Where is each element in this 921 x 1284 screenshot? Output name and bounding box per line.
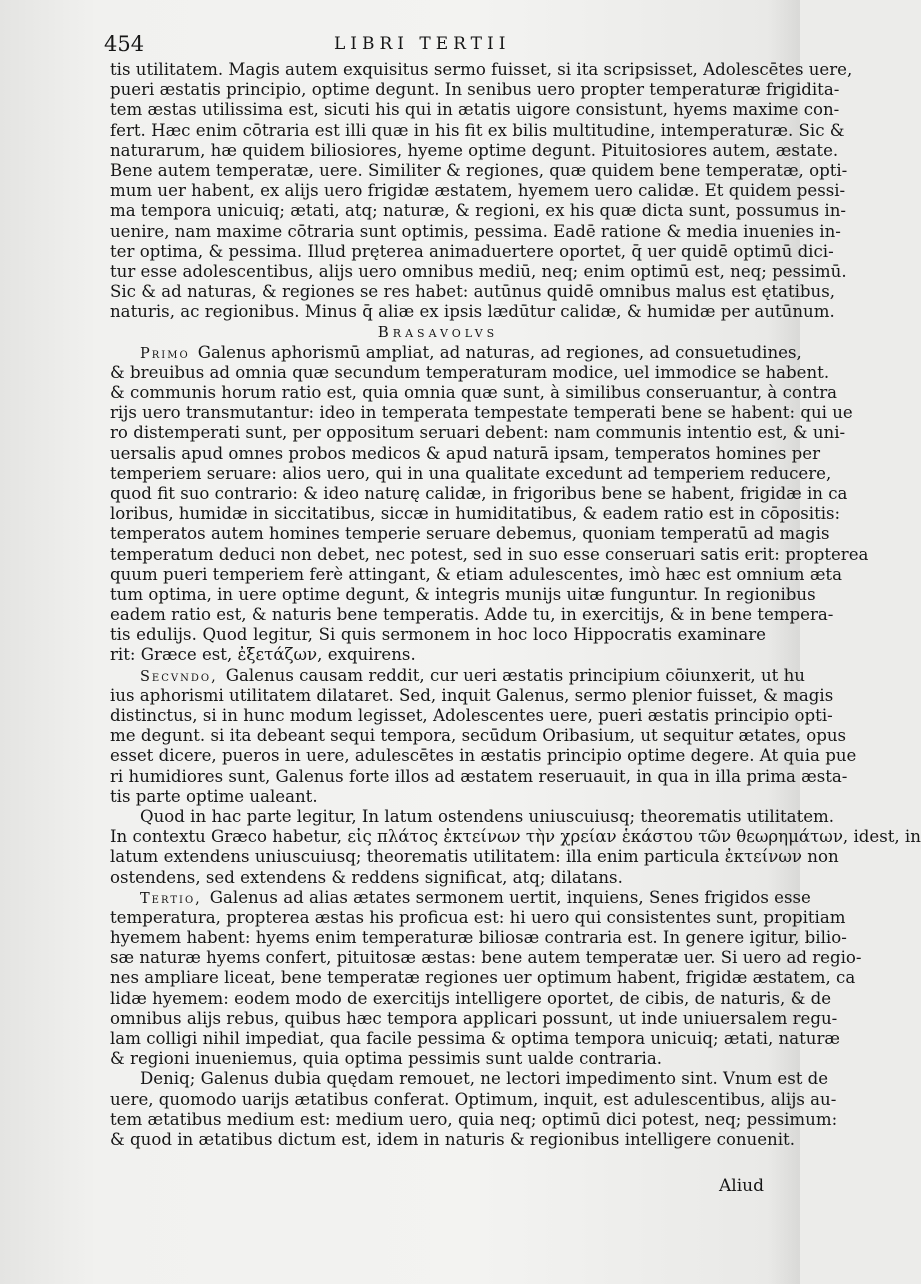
line-text: me degunt. si ita debeant sequi tempora, secūdum Oribasium, ut sequitur ætates, opus bbox=[110, 726, 847, 746]
section-heading bbox=[110, 322, 766, 342]
line-text: uersalis apud omnes probos medicos & apud naturā ipsam, temperatos homines per bbox=[110, 443, 821, 463]
line-text: quum pueri temperiem ferè attingant, & etiam adulescentes, imò hæc est omnium æta bbox=[110, 564, 842, 584]
text-line bbox=[110, 564, 842, 585]
text-line bbox=[110, 766, 848, 787]
line-text: temperatos autem homines temperie seruare debemus, quoniam temperatū ad magis bbox=[110, 524, 830, 544]
line-text: pueri æstatis principio, optime degunt. In senibus uero propter temperaturæ frigidita- bbox=[110, 80, 840, 100]
line-text: naturarum, hæ quidem biliosiores, hyeme optime degunt. Pituitosiores autem, æstate. bbox=[110, 140, 839, 160]
text-line bbox=[110, 463, 832, 484]
line-text: hyemem habent: hyems enim temperaturæ biliosæ contraria est. In genere igitur, bilio- bbox=[110, 928, 847, 948]
text-line bbox=[110, 887, 811, 908]
line-text: temperatura, propterea æstas his proficua est: hi uero qui consistentes sunt, propitiam bbox=[110, 907, 846, 927]
line-text: nes ampliare liceat, bene temperatæ regiones uer optimum habent, frigidæ æstatem, ca bbox=[110, 968, 856, 988]
text-line bbox=[110, 948, 862, 968]
line-text: & quod in ætatibus dictum est, idem in naturis & regionibus intelligere conuenit. bbox=[110, 1129, 795, 1149]
line-text: lam colligi nihil impediat, qua facile pessima & optima tempora unicuiq; ætati, naturæ bbox=[110, 1029, 840, 1048]
line-text: uenire, nam maxime cōtraria sunt optimis, pessima. Eadē ratione & media inuenies in- bbox=[110, 221, 841, 241]
line-text: temperiem seruare: alios uero, qui in una qualitate excedunt ad temperiem reducere, bbox=[110, 463, 832, 483]
paragraph bbox=[110, 1069, 838, 1150]
text-line bbox=[110, 342, 802, 363]
text-line bbox=[110, 868, 766, 888]
line-text: & breuibus ad omnia quæ secundum temperaturam modice, uel immodice se habent. bbox=[110, 362, 830, 382]
text-line bbox=[110, 443, 821, 464]
text-line bbox=[110, 261, 847, 282]
line-text: esset dicere, pueros in uere, adulescētes in æstatis principio optime degere. At quia pue bbox=[110, 746, 857, 766]
line-text: sæ naturæ hyems confert, pituitosæ æstas: bene autem temperatæ uer. Si uero ad regio- bbox=[110, 948, 862, 968]
text-line bbox=[110, 221, 841, 242]
line-text: & communis horum ratio est, quia omnia quæ sunt, à similibus conseruantur, à contra bbox=[110, 383, 838, 402]
line-text: ius aphorismi utilitatem dilataret. Sed, inquit Galenus, sermo plenior fuisset, & magis bbox=[110, 685, 834, 705]
line-text: ri humidiores sunt, Galenus forte illos ad æstatem reseruauit, in qua in illa prima æsta- bbox=[110, 766, 848, 786]
paragraph bbox=[110, 665, 857, 807]
paragraph bbox=[110, 887, 862, 1070]
text-line bbox=[110, 60, 853, 80]
line-text: rit: Græce est, ἐξετάζων, exquirens. bbox=[110, 645, 416, 665]
text-line bbox=[110, 1069, 829, 1089]
section-lead-word: Primo bbox=[140, 345, 190, 362]
text-line bbox=[110, 968, 856, 988]
paragraph bbox=[110, 806, 921, 888]
text-line bbox=[110, 241, 834, 262]
section-lead-word: Tertio, bbox=[140, 890, 202, 907]
line-text: Sic & ad naturas, & regiones se res habet: autūnus quidē omnibus malus est ętatibus, bbox=[110, 282, 836, 302]
line-text: loribus, humidæ in siccitatibus, siccæ in humiditatibus, & eadem ratio est in cōpositis: bbox=[110, 504, 841, 524]
text-line bbox=[110, 988, 832, 1009]
text-line bbox=[110, 1089, 837, 1110]
line-text: Galenus aphorismū ampliat, ad naturas, ad regiones, ad consuetudines, bbox=[197, 342, 802, 362]
text-line bbox=[110, 726, 847, 746]
text-line bbox=[110, 1129, 795, 1150]
section-heading-text: Brasavolvs bbox=[377, 323, 499, 342]
text-line bbox=[110, 685, 834, 706]
text-line bbox=[110, 645, 766, 665]
catchword: Aliud bbox=[719, 1176, 764, 1196]
line-text: tem æstas utilissima est, sicuti his qui in ætatis uigore consistunt, hyems maxime con- bbox=[110, 100, 840, 120]
line-text: mum uer habent, ex alijs uero frigidæ æstatem, hyemem uero calidæ. Et quidem pessi- bbox=[110, 181, 846, 201]
text-line bbox=[110, 120, 845, 141]
text-line bbox=[110, 524, 830, 544]
line-text: lidæ hyemem: eodem modo de exercitijs intelligere oportet, de cibis, de naturis, & de bbox=[110, 988, 832, 1008]
line-text: distinctus, si in hunc modum legisset, Adolescentes uere, pueri æstatis principio opti- bbox=[110, 706, 833, 725]
line-text: temperatum deduci non debet, nec potest, sed in suo esse conseruari satis erit: propterea bbox=[110, 544, 869, 564]
text-line bbox=[110, 806, 835, 827]
line-text: Galenus causam reddit, cur ueri æstatis principium cōiunxerit, ut hu bbox=[225, 665, 805, 685]
section-lead-word: Secvndo, bbox=[140, 668, 218, 685]
line-text: Bene autem temperatæ, uere. Similiter & regiones, quæ quidem bene temperatæ, opti- bbox=[110, 160, 848, 180]
line-text: naturis, ac regionibus. Minus q̄ aliæ ex ipsis lædūtur calidæ, & humidæ per autūnum. bbox=[110, 302, 835, 322]
paragraph bbox=[110, 60, 853, 322]
text-line bbox=[110, 160, 848, 181]
text-line bbox=[110, 403, 853, 423]
line-text: In contextu Græco habetur, εἰς πλάτος ἐκτείνων τὴν χρείαν ἑκάστου τῶν θεωρημάτων, idest, in bbox=[110, 827, 921, 847]
text-line bbox=[110, 302, 835, 322]
text-line bbox=[110, 847, 839, 867]
text-line bbox=[110, 423, 846, 443]
text-line bbox=[110, 1008, 838, 1029]
text-line bbox=[110, 504, 841, 524]
paragraph bbox=[110, 342, 869, 666]
line-text: tem ætatibus medium est: medium uero, quia neq; optimū dici potest, neq; pessimum: bbox=[110, 1109, 838, 1129]
text-line bbox=[110, 544, 869, 565]
line-text: & regioni inueniemus, quia optima pessimis sunt ualde contraria. bbox=[110, 1049, 662, 1069]
line-text: Deniq; Galenus dubia quędam remouet, ne lectori impedimento sint. Vnum est de bbox=[140, 1069, 829, 1089]
text-line bbox=[110, 80, 840, 100]
text-line bbox=[110, 746, 857, 766]
line-text: ter optima, & pessima. Illud pręterea animaduertere oportet, q̄ uer quidē optimū dici- bbox=[110, 241, 834, 261]
text-line bbox=[110, 706, 833, 726]
text-line bbox=[110, 181, 846, 201]
line-text: latum extendens uniuscuiusq; theorematis utilitatem: illa enim particula ἐκτείνων non bbox=[110, 847, 839, 867]
line-text: eadem ratio est, & naturis bene temperatis. Adde tu, in exercitijs, & in bene tempera- bbox=[110, 605, 834, 625]
page-header bbox=[104, 30, 764, 60]
page-number: 454 bbox=[104, 32, 145, 56]
line-text: ma tempora unicuiq; ætati, atq; naturæ, & regioni, ex his quæ dicta sunt, possumus in- bbox=[110, 201, 847, 221]
text-line bbox=[110, 1029, 840, 1049]
line-text: rijs uero transmutantur: ideo in temperata tempestate temperati bene se habent: qui ue bbox=[110, 403, 853, 423]
text-line bbox=[110, 140, 839, 161]
text-line bbox=[110, 1109, 838, 1130]
line-text: fert. Hæc enim cōtraria est illi quæ in his fit ex bilis multitudine, intemperaturæ. Sic & bbox=[110, 120, 845, 140]
line-text: tum optima, in uere optime degunt, & integris munijs uitæ funguntur. In regionibus bbox=[110, 584, 816, 604]
line-text: omnibus alijs rebus, quibus hæc tempora applicari possunt, ut inde uniuersalem regu- bbox=[110, 1008, 838, 1028]
text-line bbox=[110, 928, 847, 948]
line-text: quod fit suo contrario: & ideo naturę calidæ, in frigoribus bene se habent, frigidæ in ca bbox=[110, 483, 848, 503]
line-text: tis utilitatem. Magis autem exquisitus sermo fuisset, si ita scripsisset, Adolescētes uere, bbox=[110, 60, 853, 79]
line-text: tis parte optime ualeant. bbox=[110, 786, 318, 806]
text-line bbox=[110, 483, 848, 504]
text-line bbox=[110, 625, 766, 645]
text-line bbox=[110, 362, 830, 383]
text-line bbox=[110, 665, 805, 686]
line-text: tur esse adolescentibus, alijs uero omnibus mediū, neq; enim optimū est, neq; pessimū. bbox=[110, 261, 847, 281]
line-text: tis edulijs. Quod legitur, Si quis sermonem in hoc loco Hippocratis examinare bbox=[110, 625, 766, 645]
line-text: ostendens, sed extendens & reddens significat, atq; dilatans. bbox=[110, 867, 623, 887]
text-line bbox=[110, 584, 816, 605]
text-line bbox=[110, 787, 766, 807]
running-title: LIBRI TERTII bbox=[334, 34, 511, 54]
text-line bbox=[110, 605, 834, 625]
text-line bbox=[110, 1049, 766, 1069]
text-line bbox=[110, 827, 921, 847]
line-text: uere, quomodo uarijs ætatibus conferat. Optimum, inquit, est adulescentibus, alijs au- bbox=[110, 1089, 837, 1109]
text-body bbox=[110, 60, 921, 1150]
text-line bbox=[110, 907, 846, 928]
line-text: ro distemperati sunt, per oppositum seruari debent: nam communis intentio est, & uni- bbox=[110, 423, 846, 443]
text-line bbox=[110, 383, 838, 403]
text-line bbox=[110, 201, 847, 221]
line-text: Quod in hac parte legitur, In latum ostendens uniuscuiusq; theorematis utilitatem. bbox=[140, 806, 835, 826]
text-line bbox=[110, 282, 836, 302]
text-line bbox=[110, 100, 840, 120]
line-text: Galenus ad alias ætates sermonem uertit, inquiens, Senes frigidos esse bbox=[209, 887, 811, 907]
